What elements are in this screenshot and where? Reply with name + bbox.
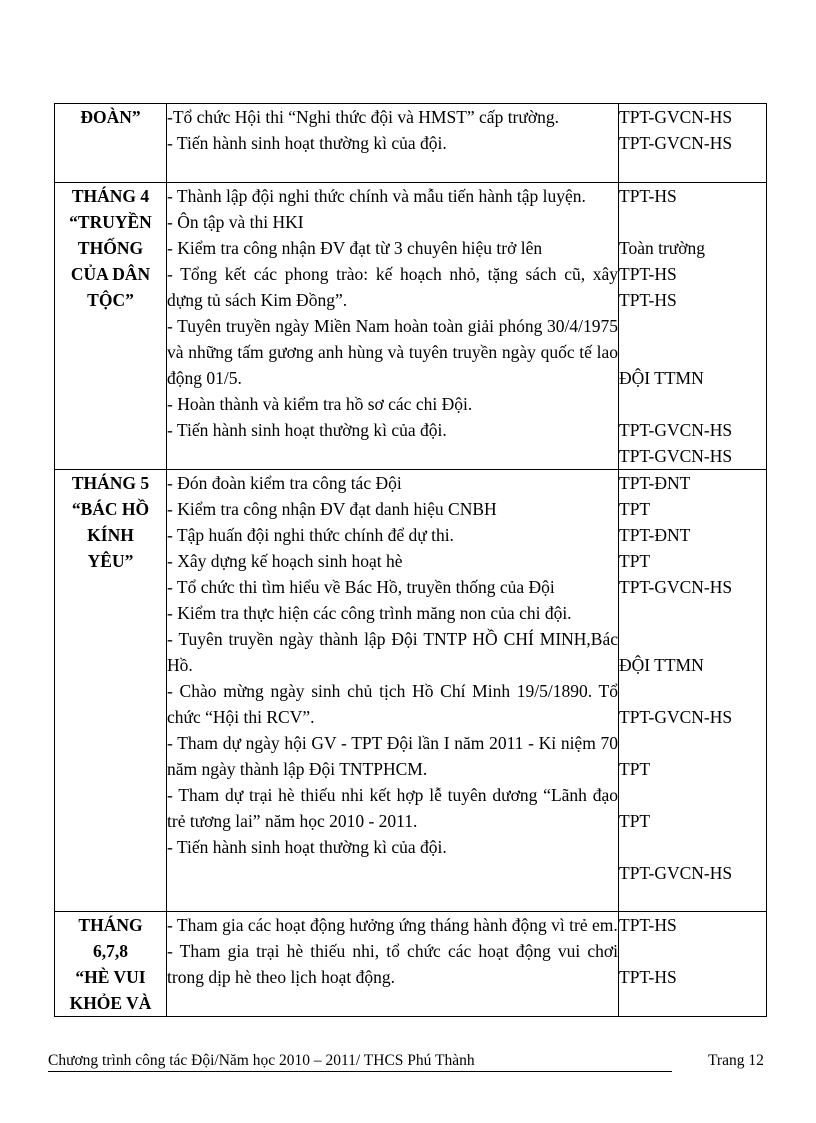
activity-item: - Tổng kết các phong trào: kế hoạch nhỏ, tặng sách cũ, xây dựng tủ sách Kim Đồng”. <box>167 264 618 310</box>
activity-item: - Tiến hành sinh hoạt thường kì của đội. <box>167 133 447 153</box>
responsible-cell <box>619 912 767 1017</box>
activity-item: - Kiểm tra công nhận ĐV đạt danh hiệu CNBH <box>167 499 497 519</box>
month-cell <box>55 470 167 912</box>
activity-item: - Tham gia trại hè thiếu nhi, tổ chức các hoạt động vui chơi trong dịp hè theo lịch hoạt động. <box>167 941 618 987</box>
responsible-item: TPT-GVCN-HS <box>619 707 733 727</box>
activity-item: - Tiến hành sinh hoạt thường kì của đội. <box>167 420 447 440</box>
month-label: ĐOÀN” <box>80 107 141 127</box>
responsible-item: TPT-HS <box>619 967 677 987</box>
footer-document-title: Chương trình công tác Đội/Năm học 2010 – 2011/ THCS Phú Thành <box>48 1052 672 1072</box>
responsible-item: TPT-HS <box>619 186 677 206</box>
responsible-item: TPT-GVCN-HS <box>619 420 733 440</box>
responsible-item: TPT-HS <box>619 290 677 310</box>
responsible-item: TPT <box>619 551 651 571</box>
month-label: “HÈ VUI <box>75 967 146 987</box>
responsible-item <box>619 730 766 756</box>
responsible-item: TPT <box>619 499 651 519</box>
responsible-item: TPT-GVCN-HS <box>619 107 733 127</box>
month-label: TỘC” <box>87 290 134 310</box>
responsible-item: TPT-GVCN-HS <box>619 446 733 466</box>
activity-item: - Hoàn thành và kiểm tra hồ sơ các chi Đội. <box>167 394 473 414</box>
activities-cell <box>167 183 619 470</box>
activity-item: -Tổ chức Hội thi “Nghi thức đội và HMST” cấp trường. <box>167 107 559 127</box>
responsible-item: TPT-ĐNT <box>619 473 691 493</box>
activity-item: - Xây dựng kế hoạch sinh hoạt hè <box>167 551 403 571</box>
month-label: YÊU” <box>87 551 134 571</box>
activity-item: - Chào mừng ngày sinh chủ tịch Hồ Chí Minh 19/5/1890. Tổ chức “Hội thi RCV”. <box>167 681 618 727</box>
activity-item: - Kiểm tra thực hiện các công trình măng non của chi đội. <box>167 603 572 623</box>
responsible-cell <box>619 183 767 470</box>
activity-plan-table <box>54 103 767 1017</box>
responsible-item <box>619 209 766 235</box>
table-row <box>55 470 767 912</box>
footer-page-number: Trang 12 <box>708 1052 764 1069</box>
responsible-cell <box>619 470 767 912</box>
responsible-item <box>619 834 766 860</box>
responsible-item <box>619 678 766 704</box>
table-row <box>55 912 767 1017</box>
responsible-item <box>619 938 766 964</box>
activity-item: - Thành lập đội nghi thức chính và mẫu tiến hành tập luyện. <box>167 186 586 206</box>
responsible-item <box>619 626 766 652</box>
responsible-item <box>619 339 766 365</box>
responsible-cell <box>619 104 767 183</box>
responsible-item: TPT-HS <box>619 915 677 935</box>
activity-item: - Tiến hành sinh hoạt thường kì của đội. <box>167 837 447 857</box>
month-label: KÍNH <box>87 525 134 545</box>
responsible-item: ĐỘI TTMN <box>619 368 704 388</box>
responsible-item: TPT-GVCN-HS <box>619 577 733 597</box>
activity-item: - Đón đoàn kiểm tra công tác Đội <box>167 473 402 493</box>
month-cell <box>55 912 167 1017</box>
activity-item: - Tổ chức thi tìm hiểu về Bác Hồ, truyền thống của Đội <box>167 577 555 597</box>
month-cell <box>55 104 167 183</box>
month-label: THÁNG 4 <box>71 186 150 206</box>
activity-item: - Tham dự trại hè thiếu nhi kết hợp lễ tuyên dương “Lãnh đạo trẻ tương lai” năm học 2010 - 2011. <box>167 785 618 831</box>
activity-item: - Tập huấn đội nghi thức chính để dự thi. <box>167 525 454 545</box>
responsible-item: TPT-GVCN-HS <box>619 133 733 153</box>
activity-item: - Tham gia các hoạt động hưởng ứng tháng hành động vì trẻ em. <box>167 915 618 935</box>
responsible-item: TPT-HS <box>619 264 677 284</box>
month-label: “BÁC HỒ <box>71 499 150 519</box>
responsible-item: TPT-GVCN-HS <box>619 863 733 883</box>
responsible-item <box>619 782 766 808</box>
responsible-item: TPT-ĐNT <box>619 525 691 545</box>
activity-item: - Ôn tập và thi HKI <box>167 212 304 232</box>
month-label: THÁNG 5 <box>71 473 150 493</box>
month-label: 6,7,8 <box>93 941 128 961</box>
month-label: KHỎE VÀ <box>69 993 152 1013</box>
responsible-item <box>619 313 766 339</box>
table-row <box>55 183 767 470</box>
activities-cell <box>167 470 619 912</box>
month-label: CỦA DÂN <box>70 264 151 284</box>
month-label: THÁNG <box>78 915 143 935</box>
month-label: “TRUYỀN <box>69 212 152 232</box>
activities-cell <box>167 104 619 183</box>
month-label: THỐNG <box>77 238 144 258</box>
activity-item: - Tuyên truyền ngày thành lập Đội TNTP HỒ CHÍ MINH,Bác Hồ. <box>167 629 618 675</box>
responsible-item: TPT <box>619 759 651 779</box>
activity-item: - Tham dự ngày hội GV - TPT Đội lần I năm 2011 - Kỉ niệm 70 năm ngày thành lập Đội TNTPHCM. <box>167 733 618 779</box>
responsible-item: Toàn trường <box>619 238 706 258</box>
activity-item: - Kiểm tra công nhận ĐV đạt từ 3 chuyên hiệu trở lên <box>167 238 543 258</box>
month-cell <box>55 183 167 470</box>
activity-item: - Tuyên truyền ngày Miền Nam hoàn toàn giải phóng 30/4/1975 và những tấm gương anh hùng và tuyên truyền ngày quốc tế lao động 01/5. <box>167 316 618 388</box>
table-row <box>55 104 767 183</box>
responsible-item: TPT <box>619 811 651 831</box>
responsible-item <box>619 600 766 626</box>
activities-cell <box>167 912 619 1017</box>
responsible-item: ĐỘI TTMN <box>619 655 704 675</box>
responsible-item <box>619 391 766 417</box>
